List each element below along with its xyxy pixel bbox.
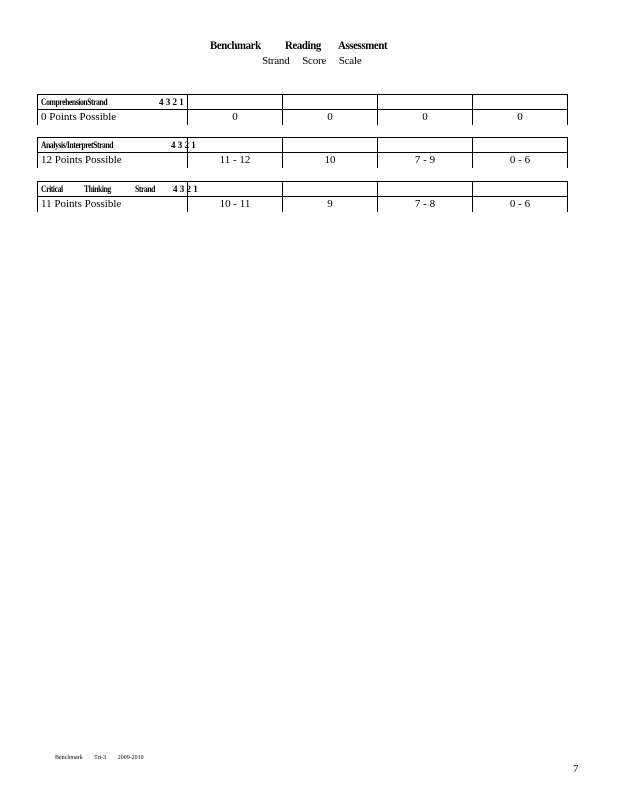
score-4-cell: 10 - 11	[187, 197, 282, 212]
subtitle-word-scale: Scale	[338, 55, 362, 67]
header-cell	[282, 95, 377, 110]
strand-table-critical-thinking	[37, 181, 568, 213]
strand-name-part-strand: Strand	[135, 184, 155, 194]
score-4-cell: 0	[187, 110, 282, 125]
score-3-cell: 10	[282, 153, 377, 168]
score-3-cell: 9	[282, 197, 377, 212]
strand-score-row	[37, 152, 568, 168]
score-2-cell: 0	[377, 110, 472, 125]
header-cell	[472, 138, 568, 153]
header-cell	[377, 138, 472, 153]
header-cell	[187, 182, 282, 197]
subtitle-word-strand: Strand	[262, 55, 290, 67]
subtitle-word-score: Score	[302, 55, 327, 67]
score-2-cell: 7 - 9	[377, 153, 472, 168]
header-cell	[282, 182, 377, 197]
strand-name-cell	[37, 182, 198, 197]
page-title	[0, 38, 618, 52]
strand-table-analysis	[37, 137, 568, 169]
scale-numbers: 4 3 2 1	[171, 140, 196, 150]
strand-score-row	[37, 109, 568, 125]
header-cell	[377, 182, 472, 197]
score-4-cell: 11 - 12	[187, 153, 282, 168]
header-cell	[187, 138, 282, 153]
points-possible-label: 0 Points Possible	[41, 111, 117, 123]
strand-header-row	[37, 137, 568, 153]
strand-header-row	[37, 94, 568, 110]
points-possible-cell	[37, 197, 187, 212]
header-cell	[472, 95, 568, 110]
page-number: 7	[573, 763, 579, 775]
strand-name-cell	[37, 138, 196, 153]
scale-numbers: 4 3 2 1	[173, 184, 198, 194]
header-cell	[377, 95, 472, 110]
score-3-cell: 0	[282, 110, 377, 125]
strand-name-part-critical: Critical	[41, 184, 63, 194]
footer-year: 2009-2010	[117, 755, 144, 761]
title-word-assessment: Assessment	[338, 38, 388, 52]
points-possible-cell	[37, 153, 187, 168]
header-cell	[472, 182, 568, 197]
points-possible-label: 11 Points Possible	[41, 198, 122, 210]
header-cell	[282, 138, 377, 153]
points-possible-label: 12 Points Possible	[41, 154, 122, 166]
score-1-cell: 0	[472, 110, 568, 125]
strand-header-row	[37, 181, 568, 197]
footer-benchmark: Benchmark	[55, 755, 83, 761]
strand-name: Analysis/InterpretStrand	[41, 140, 114, 150]
strand-score-row	[37, 196, 568, 212]
page-footer	[55, 755, 154, 761]
header-cell	[187, 95, 282, 110]
points-possible-cell	[37, 110, 187, 125]
title-word-benchmark: Benchmark	[210, 38, 261, 52]
footer-trimester: Tri-3	[94, 755, 107, 761]
strand-table-comprehension	[37, 94, 568, 126]
strand-name-cell	[37, 95, 187, 110]
title-word-reading: Reading	[285, 38, 321, 52]
scale-numbers: 4 3 2 1	[159, 97, 184, 107]
score-1-cell: 0 - 6	[472, 153, 568, 168]
page-subtitle	[262, 55, 372, 67]
strand-name: ComprehensionStrand	[41, 97, 108, 107]
strand-name-part-thinking: Thinking	[84, 184, 111, 194]
score-2-cell: 7 - 8	[377, 197, 472, 212]
score-1-cell: 0 - 6	[472, 197, 568, 212]
